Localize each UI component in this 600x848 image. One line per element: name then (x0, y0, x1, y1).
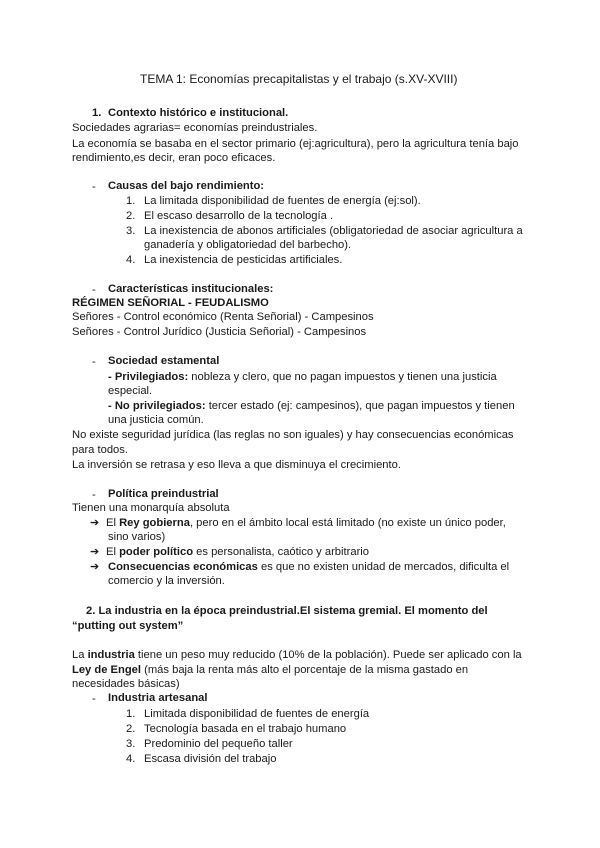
section1-number: 1. (92, 107, 102, 119)
list-item: La inexistencia de abonos artificiales (obligatoriedad de asociar agricultura a (144, 225, 523, 237)
paragraph-line: La inversión se retrasa y eso lleva a que disminuya el crecimiento. (72, 459, 401, 471)
text-fragment: (más baja la renta más alto el porcentaje de la misma gastado en (141, 664, 469, 676)
section2-paragraph-line: necesidades básicas) (72, 678, 180, 690)
list-item: Escasa división del trabajo (144, 753, 277, 765)
bullet-dash: - (92, 284, 96, 296)
list-number: 3. (126, 225, 136, 237)
bullet-dash: - (92, 356, 96, 368)
arrow-item (106, 545, 369, 560)
paragraph-line: Tienen una monarquía absoluta (72, 502, 230, 514)
industria-bold: industria (87, 649, 135, 661)
bullet-dash: - (92, 693, 96, 705)
politica-heading: Política preindustrial (108, 488, 219, 500)
regimen-heading: RÉGIMEN SEÑORIAL - FEUDALISMO (72, 297, 269, 309)
text-fragment: tiene un peso muy reducido (10% de la población). Puede ser aplicado con la (134, 649, 522, 661)
list-number: 2. (126, 210, 136, 222)
sociedad-heading: Sociedad estamental (108, 355, 220, 367)
rey-gobierna-bold: Rey gobierna (119, 517, 190, 529)
list-number: 1. (126, 195, 136, 207)
arrow-item (106, 516, 506, 531)
text-fragment: es personalista, caótico y arbitrario (193, 546, 370, 558)
list-number: 1. (126, 708, 136, 720)
page-title: TEMA 1: Economías precapitalistas y el trabajo (s.XV-XVIII) (140, 72, 458, 86)
industria-artesanal-heading: Industria artesanal (108, 692, 208, 704)
no-privilegiados-text: tercer estado (ej: campesinos), que pagan impuestos y tienen (205, 400, 515, 412)
list-item: La inexistencia de pesticidas artificiales. (144, 254, 343, 266)
ley-de-engel-bold: Ley de Engel (72, 664, 142, 676)
section2-heading: 2. La industria en la época preindustrial.El sistema gremial. El momento del (86, 605, 488, 617)
poder-politico-bold: poder político (119, 546, 194, 558)
list-item: El escaso desarrollo de la tecnología . (144, 210, 334, 222)
text-fragment: es que no existen unidad de mercados, dificulta el (257, 561, 510, 573)
paragraph-line: No existe seguridad jurídica (las reglas no son iguales) y hay consecuencias económicas (72, 429, 514, 441)
causas-heading: Causas del bajo rendimiento: (108, 180, 265, 192)
privilegiados-continuation: especial. (108, 385, 153, 397)
list-number: 2. (126, 723, 136, 735)
list-item: Tecnología basada en el trabajo humano (144, 723, 347, 735)
text-fragment: El (106, 546, 120, 558)
bullet-dash: - (92, 181, 96, 193)
text-fragment: , pero en el ámbito local está limitado (no existe un único poder, (189, 517, 506, 529)
list-number: 4. (126, 753, 136, 765)
list-number: 4. (126, 254, 136, 266)
privilegiados-text: nobleza y clero, que no pagan impuestos y tienen una justicia (188, 371, 497, 383)
paragraph-line: Señores - Control económico (Renta Señorial) - Campesinos (72, 311, 374, 323)
list-item: Limitada disponibilidad de fuentes de energía (144, 708, 370, 720)
no-privilegiados-label: - No privilegiados: (108, 400, 206, 412)
section2-paragraph-line (72, 648, 522, 663)
bullet-dash: - (92, 489, 96, 501)
arrow-item-continuation: sino varios) (108, 531, 166, 543)
arrow-bullet-icon: ➔ (90, 517, 100, 529)
paragraph-line: para todos. (72, 444, 128, 456)
section1-paragraph-line: rendimiento,es decir, eran poco eficaces. (72, 152, 276, 164)
text-fragment: El (106, 517, 120, 529)
privilegiados-label: - Privilegiados: (108, 371, 189, 383)
paragraph-line: Señores - Control Jurídico (Justicia Señorial) - Campesinos (72, 326, 367, 338)
arrow-item-continuation: comercio y la inversión. (108, 575, 225, 587)
section2-paragraph-line (72, 663, 468, 678)
section1-paragraph-line: Sociedades agrarias= economías preindustriales. (72, 122, 318, 134)
no-privilegiados-continuation: una justicia común. (108, 414, 204, 426)
list-item-continuation: ganadería y obligatoriedad del barbecho). (144, 239, 352, 251)
section1-paragraph-line: La economía se basaba en el sector primario (ej:agricultura), pero la agricultura tenía bajo (72, 138, 519, 150)
list-item: Predominio del pequeño taller (144, 738, 293, 750)
arrow-bullet-icon: ➔ (90, 546, 100, 558)
section2-heading-continuation: “putting out system” (72, 620, 184, 632)
privilegiados-line (108, 370, 497, 385)
institucionales-heading: Características institucionales: (108, 283, 274, 295)
list-item: La limitada disponibilidad de fuentes de energía (ej:sol). (144, 195, 421, 207)
arrow-bullet-icon: ➔ (90, 561, 100, 573)
text-fragment: La (72, 649, 88, 661)
list-number: 3. (126, 738, 136, 750)
consecuencias-bold: Consecuencias económicas (108, 561, 258, 573)
no-privilegiados-line (108, 399, 515, 414)
section1-heading: Contexto histórico e institucional. (108, 107, 289, 119)
arrow-item (108, 560, 509, 575)
